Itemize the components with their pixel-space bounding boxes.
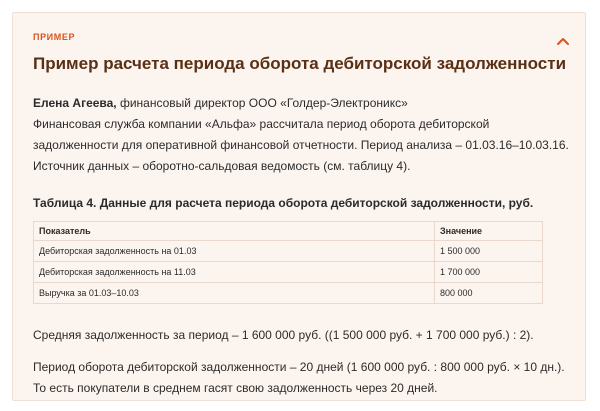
chevron-up-icon[interactable] [555,34,571,48]
table-cell-value: 1 500 000 [435,241,543,262]
example-card [12,12,586,401]
author-line [33,96,408,110]
table-header-indicator: Показатель [34,222,435,241]
table-header-row [34,222,543,241]
table-title: Таблица 4. Данные для расчета периода оборота дебиторской задолженности, руб. [33,196,534,210]
author-name: Елена Агеева, [33,96,117,110]
table-row [34,283,543,304]
table-cell-indicator: Выручка за 01.03–10.03 [34,283,435,304]
data-table [33,221,543,304]
section-tag: ПРИМЕР [33,32,76,42]
author-position: финансовый директор ООО «Голдер-Электроникс» [116,96,408,110]
table-cell-value: 1 700 000 [435,262,543,283]
table-row [34,262,543,283]
period-calc-paragraph: Период оборота дебиторской задолженности – 20 дней (1 600 000 руб. : 800 000 руб. × 10 дн.). То есть покупатели в среднем гасят свою задолженность через 20 дней. [33,360,565,395]
average-calc-paragraph: Средняя задолженность за период – 1 600 000 руб. ((1 500 000 руб. + 1 700 000 руб.) : 2). [33,328,534,342]
table-cell-indicator: Дебиторская задолженность на 01.03 [34,241,435,262]
table-cell-indicator: Дебиторская задолженность на 11.03 [34,262,435,283]
intro-paragraph: Финансовая служба компании «Альфа» рассчитала период оборота дебиторской задолженности для оперативной финансовой отчетности. Период анализа – 01.03.16–10.03.16. Источник данных – оборотно-сальдовая ведомость (см. таблицу 4). [33,117,569,173]
table-row [34,241,543,262]
table-cell-value: 800 000 [435,283,543,304]
example-title: Пример расчета периода оборота дебиторской задолженности [33,54,567,73]
table-header-value: Значение [435,222,543,241]
